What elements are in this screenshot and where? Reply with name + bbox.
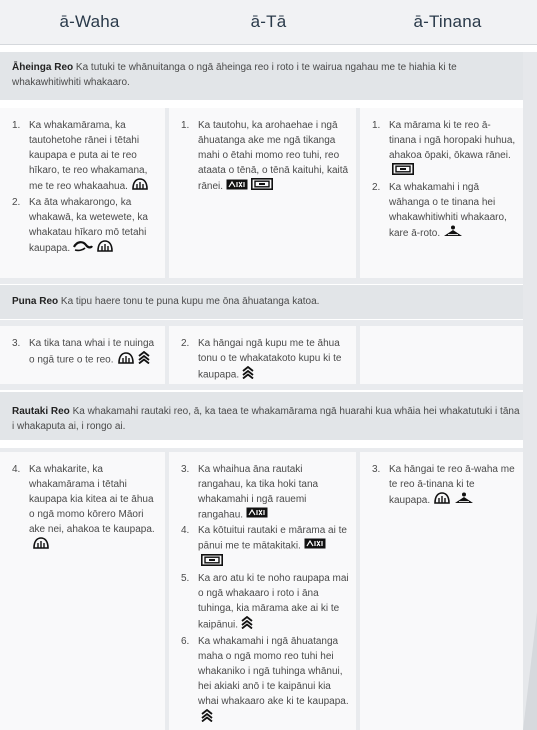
cell-rautaki-tinana: [360, 452, 523, 730]
ataata-icon: [392, 163, 414, 180]
column-title-tinana: ā-Tinana: [413, 12, 482, 31]
tinana-icon: [443, 225, 463, 242]
list-item: [181, 336, 350, 384]
item-list: [12, 462, 159, 554]
item-list: [372, 462, 517, 509]
item-number: 1.: [181, 120, 190, 131]
item-text: Ka whakamahi i ngā āhuatanga maha o ngā momo reo tuhi hei whakaniko i ngā tuhinga whānui, hei akiaki anō i te kaipānui kia whai whakaaro ake ki te kaupapa.: [198, 636, 349, 707]
section-title: Rautaki Reo: [12, 406, 70, 417]
poutama-icon: [242, 366, 254, 384]
item-number: 4.: [12, 464, 21, 475]
cell-puna-tinana: [360, 326, 523, 384]
item-text: Ka whakamahi i ngā wāhanga o te tinana hei whakawhitiwhiti whakaaro, kare ā-roto.: [389, 182, 507, 240]
tuhi-icon: [226, 179, 248, 195]
cell-rautaki-ta: [169, 452, 356, 730]
cell-aheinga-ta: [169, 108, 356, 278]
section-band-aheinga-reo: [0, 52, 537, 100]
item-text: Ka aro atu ki te noho raupapa mai o ngā whakaaro i roto i āna tuhinga, kia mārama ake ai ki te kaipānui.: [198, 573, 349, 631]
cell-aheinga-waha: [0, 108, 165, 278]
list-item: [372, 118, 517, 180]
tuhi-icon: [246, 507, 268, 523]
item-text: Ka whaihua āna rautaki rangahau, ka tika hoki tana whakamahi i ngā rauemi rangahau.: [198, 464, 319, 521]
item-number: 4.: [181, 525, 190, 536]
item-text: Ka hāngai te reo ā-waha me te reo ā-tinana ki te kaupapa.: [389, 464, 515, 507]
column-title-ta: ā-Tā: [250, 12, 287, 31]
item-list: [181, 462, 350, 727]
section-text: Ka whakamahi rautaki reo, ā, ka taea te whakamārama ngā huarahi kua whāia hei whakatutuki i tāna i whakaputa ai, i rongo ai.: [12, 406, 520, 432]
list-item: [372, 180, 517, 242]
section-cells-row: [0, 448, 537, 730]
ataata-icon: [251, 178, 273, 195]
list-item: [181, 523, 350, 571]
item-number: 2.: [12, 197, 21, 208]
waha-icon: [433, 492, 451, 509]
item-text: Ka tautohu, ka arohaehae i ngā āhuatanga ake me ngā tikanga mahi o ētahi momo reo tuhi, reo ataata o tēnā, o tēnā kaituhi, kaitā rānei.: [198, 120, 349, 193]
item-text: Ka hāngai ngā kupu me te āhua tonu o te whakatakoto kupu ki te kaupapa.: [198, 338, 342, 381]
list-item: [12, 118, 159, 195]
item-number: 1.: [12, 120, 21, 131]
section-description: [12, 404, 523, 434]
item-text: Ka kōtuitui rautaki e mārama ai te pānui me te mātakitaki.: [198, 525, 347, 552]
section-cells-row: [0, 320, 537, 390]
item-list: [12, 118, 159, 257]
section-description: [12, 60, 523, 90]
tinana-icon: [454, 492, 474, 509]
item-number: 5.: [181, 573, 190, 584]
list-item: [181, 118, 350, 195]
list-item: [12, 462, 159, 554]
section-title: Puna Reo: [12, 296, 59, 307]
item-text: Ka mārama ki te reo ā-tinana i ngā horopaki huhua, ahakoa ōpaki, ōkawa rānei.: [389, 120, 516, 161]
item-number: 2.: [181, 338, 190, 349]
column-title-waha: ā-Waha: [59, 12, 120, 31]
cell-aheinga-tinana: [360, 108, 523, 278]
cell-puna-ta: [169, 326, 356, 384]
item-number: 6.: [181, 636, 190, 647]
poutama-icon: [241, 616, 253, 634]
list-item: [372, 462, 517, 509]
item-list: [181, 118, 350, 195]
list-item: [181, 634, 350, 727]
section-band-rautaki-reo: [0, 392, 537, 440]
waha-icon: [96, 240, 114, 257]
list-item: [12, 336, 159, 369]
section-text: Ka tipu haere tonu te puna kupu me ōna āhuatanga katoa.: [60, 296, 320, 307]
cell-puna-waha: [0, 326, 165, 384]
item-number: 3.: [181, 464, 190, 475]
poutama-icon: [201, 709, 213, 727]
item-list: [372, 118, 517, 242]
pakiwaitara-icon: [73, 240, 93, 257]
waha-icon: [117, 352, 135, 369]
page-edge-decoration: [523, 52, 537, 730]
waha-icon: [32, 537, 50, 554]
list-item: [181, 571, 350, 634]
tuhi-icon: [304, 538, 326, 554]
column-header-bar: [0, 0, 537, 45]
ataata-icon: [201, 554, 223, 571]
item-list: [12, 336, 159, 369]
list-item: [181, 462, 350, 523]
item-text: Ka whakarite, ka whakamārama i tētahi kaupapa kia kitea ai te āhua o ngā momo kōrero Māori ake nei, ahakoa te kaupapa.: [29, 464, 155, 535]
list-item: [12, 195, 159, 257]
item-list: [181, 336, 350, 384]
section-description: [12, 294, 523, 309]
section-text: Ka tutuki te whānuitanga o ngā āheinga reo i roto i te wairua ngahau me te hiahia ki te whakawhitiwhiti whakaaro.: [12, 62, 457, 88]
item-text: Ka whakamārama, ka tautohetohe rānei i tētahi kaupapa e puta ai te reo hīkaro, te reo whakamana, me te reo whakaahua.: [29, 120, 148, 193]
section-title: Āheinga Reo: [12, 62, 74, 73]
item-number: 3.: [12, 338, 21, 349]
waha-icon: [131, 178, 149, 195]
item-text: Ka tika tana whai i te nuinga o ngā ture o te reo.: [29, 338, 155, 366]
item-number: 2.: [372, 182, 381, 193]
poutama-icon: [138, 351, 150, 369]
item-number: 3.: [372, 464, 381, 475]
section-cells-row: [0, 108, 537, 284]
cell-rautaki-waha: [0, 452, 165, 730]
section-band-puna-reo: [0, 285, 537, 319]
item-text: Ka āta whakarongo, ka whakawā, ka wetewete, ka whakatau hīkaro mō tetahi kaupapa.: [29, 197, 148, 255]
item-number: 1.: [372, 120, 381, 131]
